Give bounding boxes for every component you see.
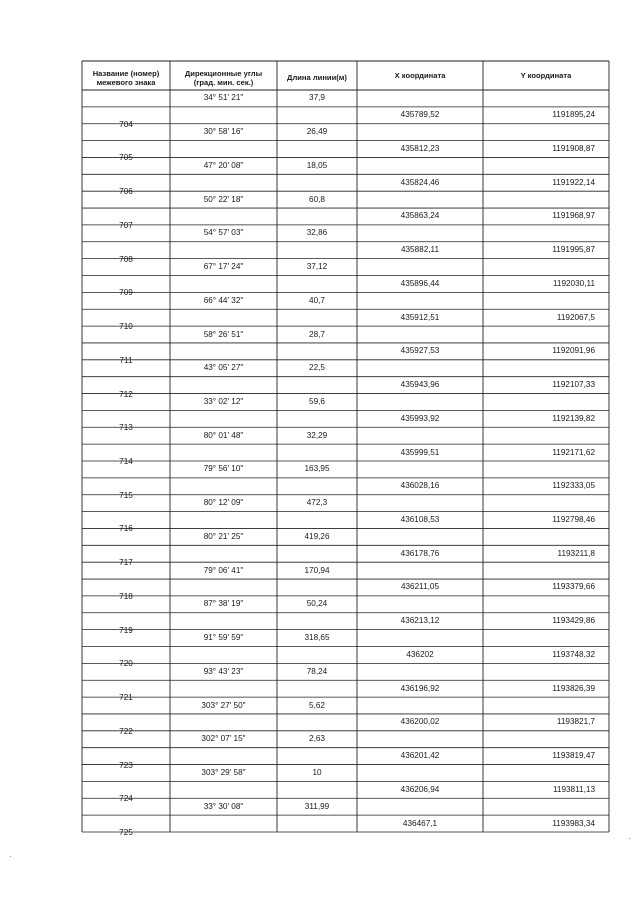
point-y-coordinate: 1192139,82 [552,413,595,423]
point-x-coordinate: 436206,94 [400,784,440,794]
point-name: 709 [119,288,133,298]
point-name: 721 [119,693,133,703]
segment-angle: 66° 44' 32" [203,295,244,305]
point-x-coordinate: 436201,42 [400,751,440,761]
point-name: 716 [119,524,133,534]
header-name-line1: Название (номер) [92,69,160,78]
point-name: 718 [119,591,133,601]
segment-length: 472,3 [306,498,328,508]
header-angle [170,69,277,87]
point-name: 712 [119,389,133,399]
point-x-coordinate: 435999,51 [400,447,440,457]
segment-angle: 50° 22' 18" [203,194,244,204]
segment-angle: 30° 58' 16" [203,127,244,137]
segment-angle: 79° 06' 41" [203,565,244,575]
segment-angle: 80° 21' 25" [203,531,244,541]
point-y-coordinate: 1192067,5 [556,312,595,322]
segment-angle: 33° 02' 12" [203,396,244,406]
point-x-coordinate: 436196,92 [400,683,440,693]
point-x-coordinate: 435943,96 [400,380,440,390]
point-x-coordinate: 435993,92 [400,413,440,423]
point-x-coordinate: 436178,76 [400,548,440,558]
point-name: 710 [119,322,133,332]
segment-length: 50,24 [306,599,328,609]
point-y-coordinate: 1193379,66 [552,582,595,592]
point-y-coordinate: 1193429,86 [552,616,595,626]
point-name: 719 [119,625,133,635]
point-y-coordinate: 1191995,87 [552,245,595,255]
point-y-coordinate: 1192798,46 [552,515,595,525]
point-x-coordinate: 435824,46 [400,177,440,187]
point-y-coordinate: 1191908,87 [552,144,595,154]
point-y-coordinate: 1193821,7 [556,717,595,727]
point-y-coordinate: 1193748,32 [552,649,595,659]
header-y: Y координата [520,71,572,80]
point-name: 708 [119,254,133,264]
segment-angle: 87° 38' 19" [203,599,244,609]
point-y-coordinate: 1192171,62 [552,447,595,457]
point-y-coordinate: 1193826,39 [552,683,595,693]
segment-length: 311,99 [304,801,330,811]
segment-angle: 302° 07' 15" [201,734,246,744]
point-y-coordinate: 1192091,96 [552,346,595,356]
segment-angle: 80° 12' 09" [203,498,244,508]
segment-length: 78,24 [306,666,328,676]
scan-speck [629,838,630,839]
header-length: Длина линии(м) [287,73,347,82]
point-x-coordinate: 436467,1 [402,818,438,828]
segment-angle: 303° 27' 50" [201,700,246,710]
segment-length: 5,62 [309,700,325,710]
point-x-coordinate: 436211,05 [400,582,440,592]
point-name: 725 [119,828,133,837]
header-name [82,69,170,87]
segment-angle: 43° 05' 27" [203,363,244,373]
point-y-coordinate: 1191968,97 [552,211,595,221]
point-x-coordinate: 435789,52 [400,110,440,120]
point-name: 713 [119,423,133,433]
point-name: 717 [119,558,133,568]
segment-angle: 67° 17' 24" [203,262,244,272]
segment-length: 419,26 [304,531,330,541]
segment-length: 28,7 [309,329,325,339]
header-name-line2: межевого знака [96,78,156,87]
point-name: 704 [119,119,133,129]
segment-length: 60,8 [309,194,325,204]
segment-length: 318,65 [304,633,330,643]
segment-length: 22,5 [309,363,325,373]
point-name: 723 [119,760,133,770]
segment-angle: 79° 56' 10" [203,464,244,474]
point-y-coordinate: 1192333,05 [552,481,595,491]
point-y-coordinate: 1193211,8 [557,548,595,558]
segment-angle: 34° 51' 21" [203,93,244,103]
segment-length: 32,86 [306,228,328,238]
segment-angle: 33° 30' 08" [203,801,244,811]
point-x-coordinate: 435896,44 [400,278,440,288]
point-name: 715 [119,490,133,500]
point-y-coordinate: 1192107,33 [552,380,595,390]
point-name: 722 [119,726,133,736]
segment-length: 10 [312,767,322,777]
segment-angle: 80° 01' 48" [203,430,244,440]
point-x-coordinate: 436108,53 [400,515,440,525]
point-x-coordinate: 435912,51 [400,312,440,322]
header-angle-line2: (град. мин. сек.) [193,78,254,87]
point-x-coordinate: 436202 [406,649,434,659]
point-y-coordinate: 1193811,13 [552,784,595,794]
segment-length: 32,29 [306,430,328,440]
point-x-coordinate: 436200,02 [400,717,440,727]
point-name: 707 [119,220,133,230]
point-x-coordinate: 435812,23 [400,144,440,154]
segment-angle: 91° 59' 59" [203,633,244,643]
point-y-coordinate: 1191922,14 [552,177,595,187]
point-name: 705 [119,153,133,163]
segment-length: 40,7 [309,295,325,305]
point-y-coordinate: 1193983,34 [552,818,595,828]
point-name: 714 [119,457,133,466]
point-y-coordinate: 1191895,24 [552,110,595,120]
point-x-coordinate: 436213,12 [400,616,440,626]
segment-length: 163,95 [304,464,330,474]
point-x-coordinate: 435882,11 [400,245,440,255]
point-x-coordinate: 435927,53 [400,346,440,356]
segment-angle: 58° 26' 51" [203,329,244,339]
header-angle-line1: Дирекционные углы [184,69,263,78]
header-x: X координата [394,71,446,80]
point-name: 720 [119,659,133,669]
segment-angle: 303° 29' 58" [201,767,246,777]
segment-angle: 93° 43' 23" [203,666,244,676]
segment-length: 2,63 [309,734,325,744]
point-name: 724 [119,794,133,804]
segment-length: 26,49 [306,127,328,137]
segment-length: 37,9 [309,93,325,103]
segment-length: 18,05 [306,160,328,170]
segment-length: 59,6 [309,396,325,406]
point-y-coordinate: 1192030,11 [552,278,595,288]
segment-length: 37,12 [306,262,328,272]
segment-angle: 47° 20' 08" [203,160,244,170]
segment-angle: 54° 57' 03" [203,228,244,238]
point-name: 706 [119,187,133,197]
point-x-coordinate: 435863,24 [400,211,440,221]
point-name: 711 [119,355,133,365]
segment-length: 170,94 [304,565,330,575]
point-x-coordinate: 436028,16 [400,481,440,491]
scan-speck [10,856,11,857]
point-y-coordinate: 1193819,47 [552,751,595,761]
